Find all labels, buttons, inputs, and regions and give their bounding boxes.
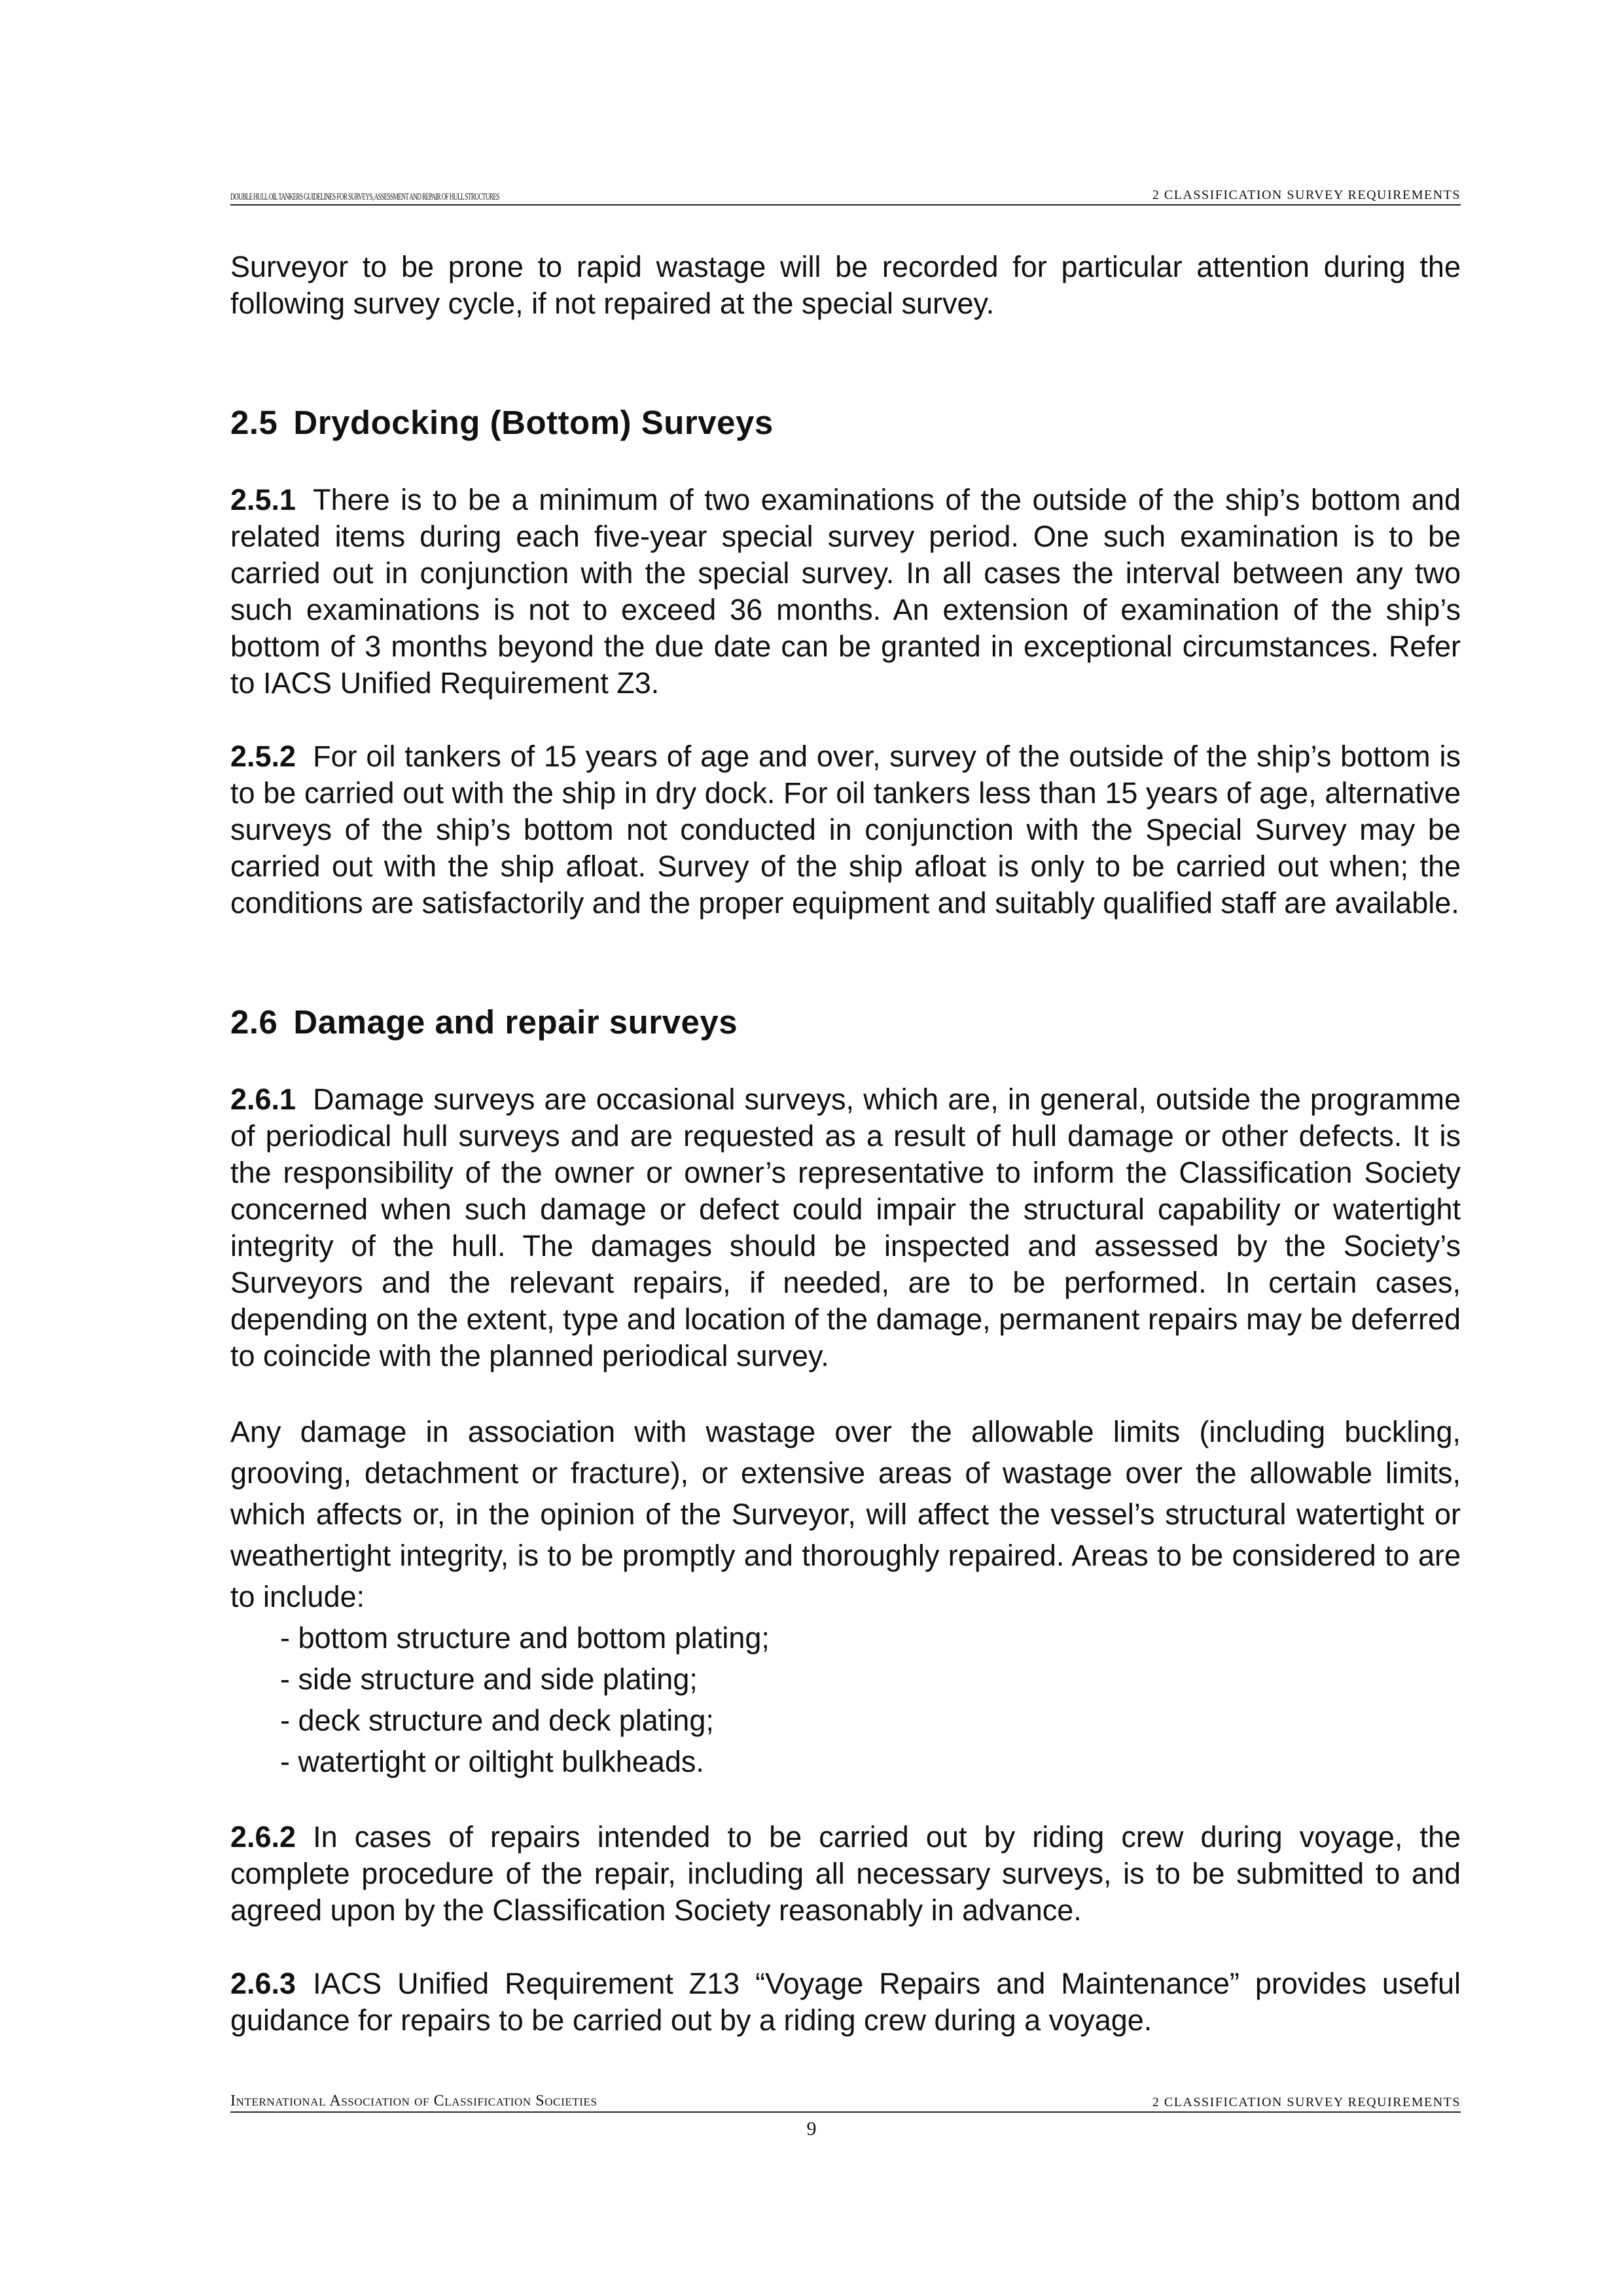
paragraph-number: 2.6.3 xyxy=(230,1967,296,2000)
section-title: Drydocking (Bottom) Surveys xyxy=(293,404,774,441)
section-number: 2.6 xyxy=(230,1003,278,1041)
section-number: 2.5 xyxy=(230,404,278,441)
paragraph-2-6-2 xyxy=(230,1819,1461,1929)
paragraph-number: 2.5.1 xyxy=(230,483,296,516)
list-item: - side structure and side plating; xyxy=(280,1662,698,1696)
header-chapter-title: 2 CLASSIFICATION SURVEY REQUIREMENTS xyxy=(1152,188,1461,202)
paragraph-number: 2.6.1 xyxy=(230,1083,296,1116)
paragraph-2-6-3 xyxy=(230,1965,1461,2039)
intro-paragraph: Surveyor to be prone to rapid wastage will be recorded for particular attention during the following survey cycle, if not repaired at the special survey. xyxy=(230,250,1461,320)
paragraph-text: IACS Unified Requirement Z13 “Voyage Repairs and Maintenance” provides useful guidance for repairs to be carried out by a riding crew during a voyage. xyxy=(230,1967,1461,2037)
paragraph-number: 2.6.2 xyxy=(230,1820,296,1854)
list-item: - deck structure and deck plating; xyxy=(280,1704,714,1737)
paragraph-number: 2.5.2 xyxy=(230,740,296,773)
page-content xyxy=(230,249,1461,2039)
paragraph-2-5-1 xyxy=(230,482,1461,702)
list-item: - watertight or oiltight bulkheads. xyxy=(280,1745,704,1778)
list-item: - bottom structure and bottom plating; xyxy=(280,1621,770,1655)
paragraph-text: Damage surveys are occasional surveys, which are, in general, outside the programme of periodical hull surveys and are requested as a result of hull damage or other defects. It is the responsibility of the owner or owner’s representative to inform the Classification Society concerned when such damage or defect could impair the structural capability or watertight integrity of the hull. The damages should be inspected and assessed by the Society’s Surveyors and the relevant repairs, if needed, are to be performed. In certain cases, depending on the extent, type and location of the damage, permanent repairs may be deferred to coincide with the planned periodical survey. xyxy=(230,1083,1461,1372)
areas-list xyxy=(230,1617,1461,1782)
paragraph-text: In cases of repairs intended to be carried out by riding crew during voyage, the complete procedure of the repair, including all necessary surveys, is to be submitted to and agreed upon by the Classification Society reasonably in advance. xyxy=(230,1820,1461,1927)
running-header xyxy=(230,186,1461,206)
damage-paragraph: Any damage in association with wastage over the allowable limits (including buckling, grooving, detachment or fracture), or extensive areas of wastage over the allowable limits, which affects or, in the opinion of the Surveyor, will affect the vessel’s structural watertight or weathertight integrity, is to be promptly and thoroughly repaired. Areas to be considered to are to include: xyxy=(230,1415,1461,1613)
section-heading-2-5 xyxy=(230,403,1461,442)
section-title: Damage and repair surveys xyxy=(293,1003,738,1041)
section-heading-2-6 xyxy=(230,1003,1461,1042)
paragraph-text: There is to be a minimum of two examinations of the outside of the ship’s bottom and related items during each five-year special survey period. One such examination is to be carried out in conjunction with the special survey. In all cases the interval between any two such examinations is not to exceed 36 months. An extension of examination of the ship’s bottom of 3 months beyond the due date can be granted in exceptional circumstances. Refer to IACS Unified Requirement Z3. xyxy=(230,483,1461,700)
running-footer xyxy=(230,2089,1461,2113)
footer-organization: International Association of Classification Societies xyxy=(230,2092,597,2109)
page-number: 9 xyxy=(806,2118,817,2140)
paragraph-2-6-1 xyxy=(230,1081,1461,1374)
header-document-title: DOUBLE HULL OIL TANKERS GUIDELINES FOR SURVEYS, ASSESSMENT AND REPAIR OF HULL STRUCTURES xyxy=(230,192,499,202)
paragraph-text: For oil tankers of 15 years of age and over, survey of the outside of the ship’s bottom is to be carried out with the ship in dry dock. For oil tankers less than 15 years of age, alternative surveys of the ship’s bottom not conducted in conjunction with the Special Survey may be carried out with the ship afloat. Survey of the ship afloat is only to be carried out when; the conditions are satisfactorily and the proper equipment and suitably qualified staff are available. xyxy=(230,740,1461,920)
paragraph-2-5-2 xyxy=(230,738,1461,922)
footer-chapter-title: 2 CLASSIFICATION SURVEY REQUIREMENTS xyxy=(1152,2095,1461,2109)
